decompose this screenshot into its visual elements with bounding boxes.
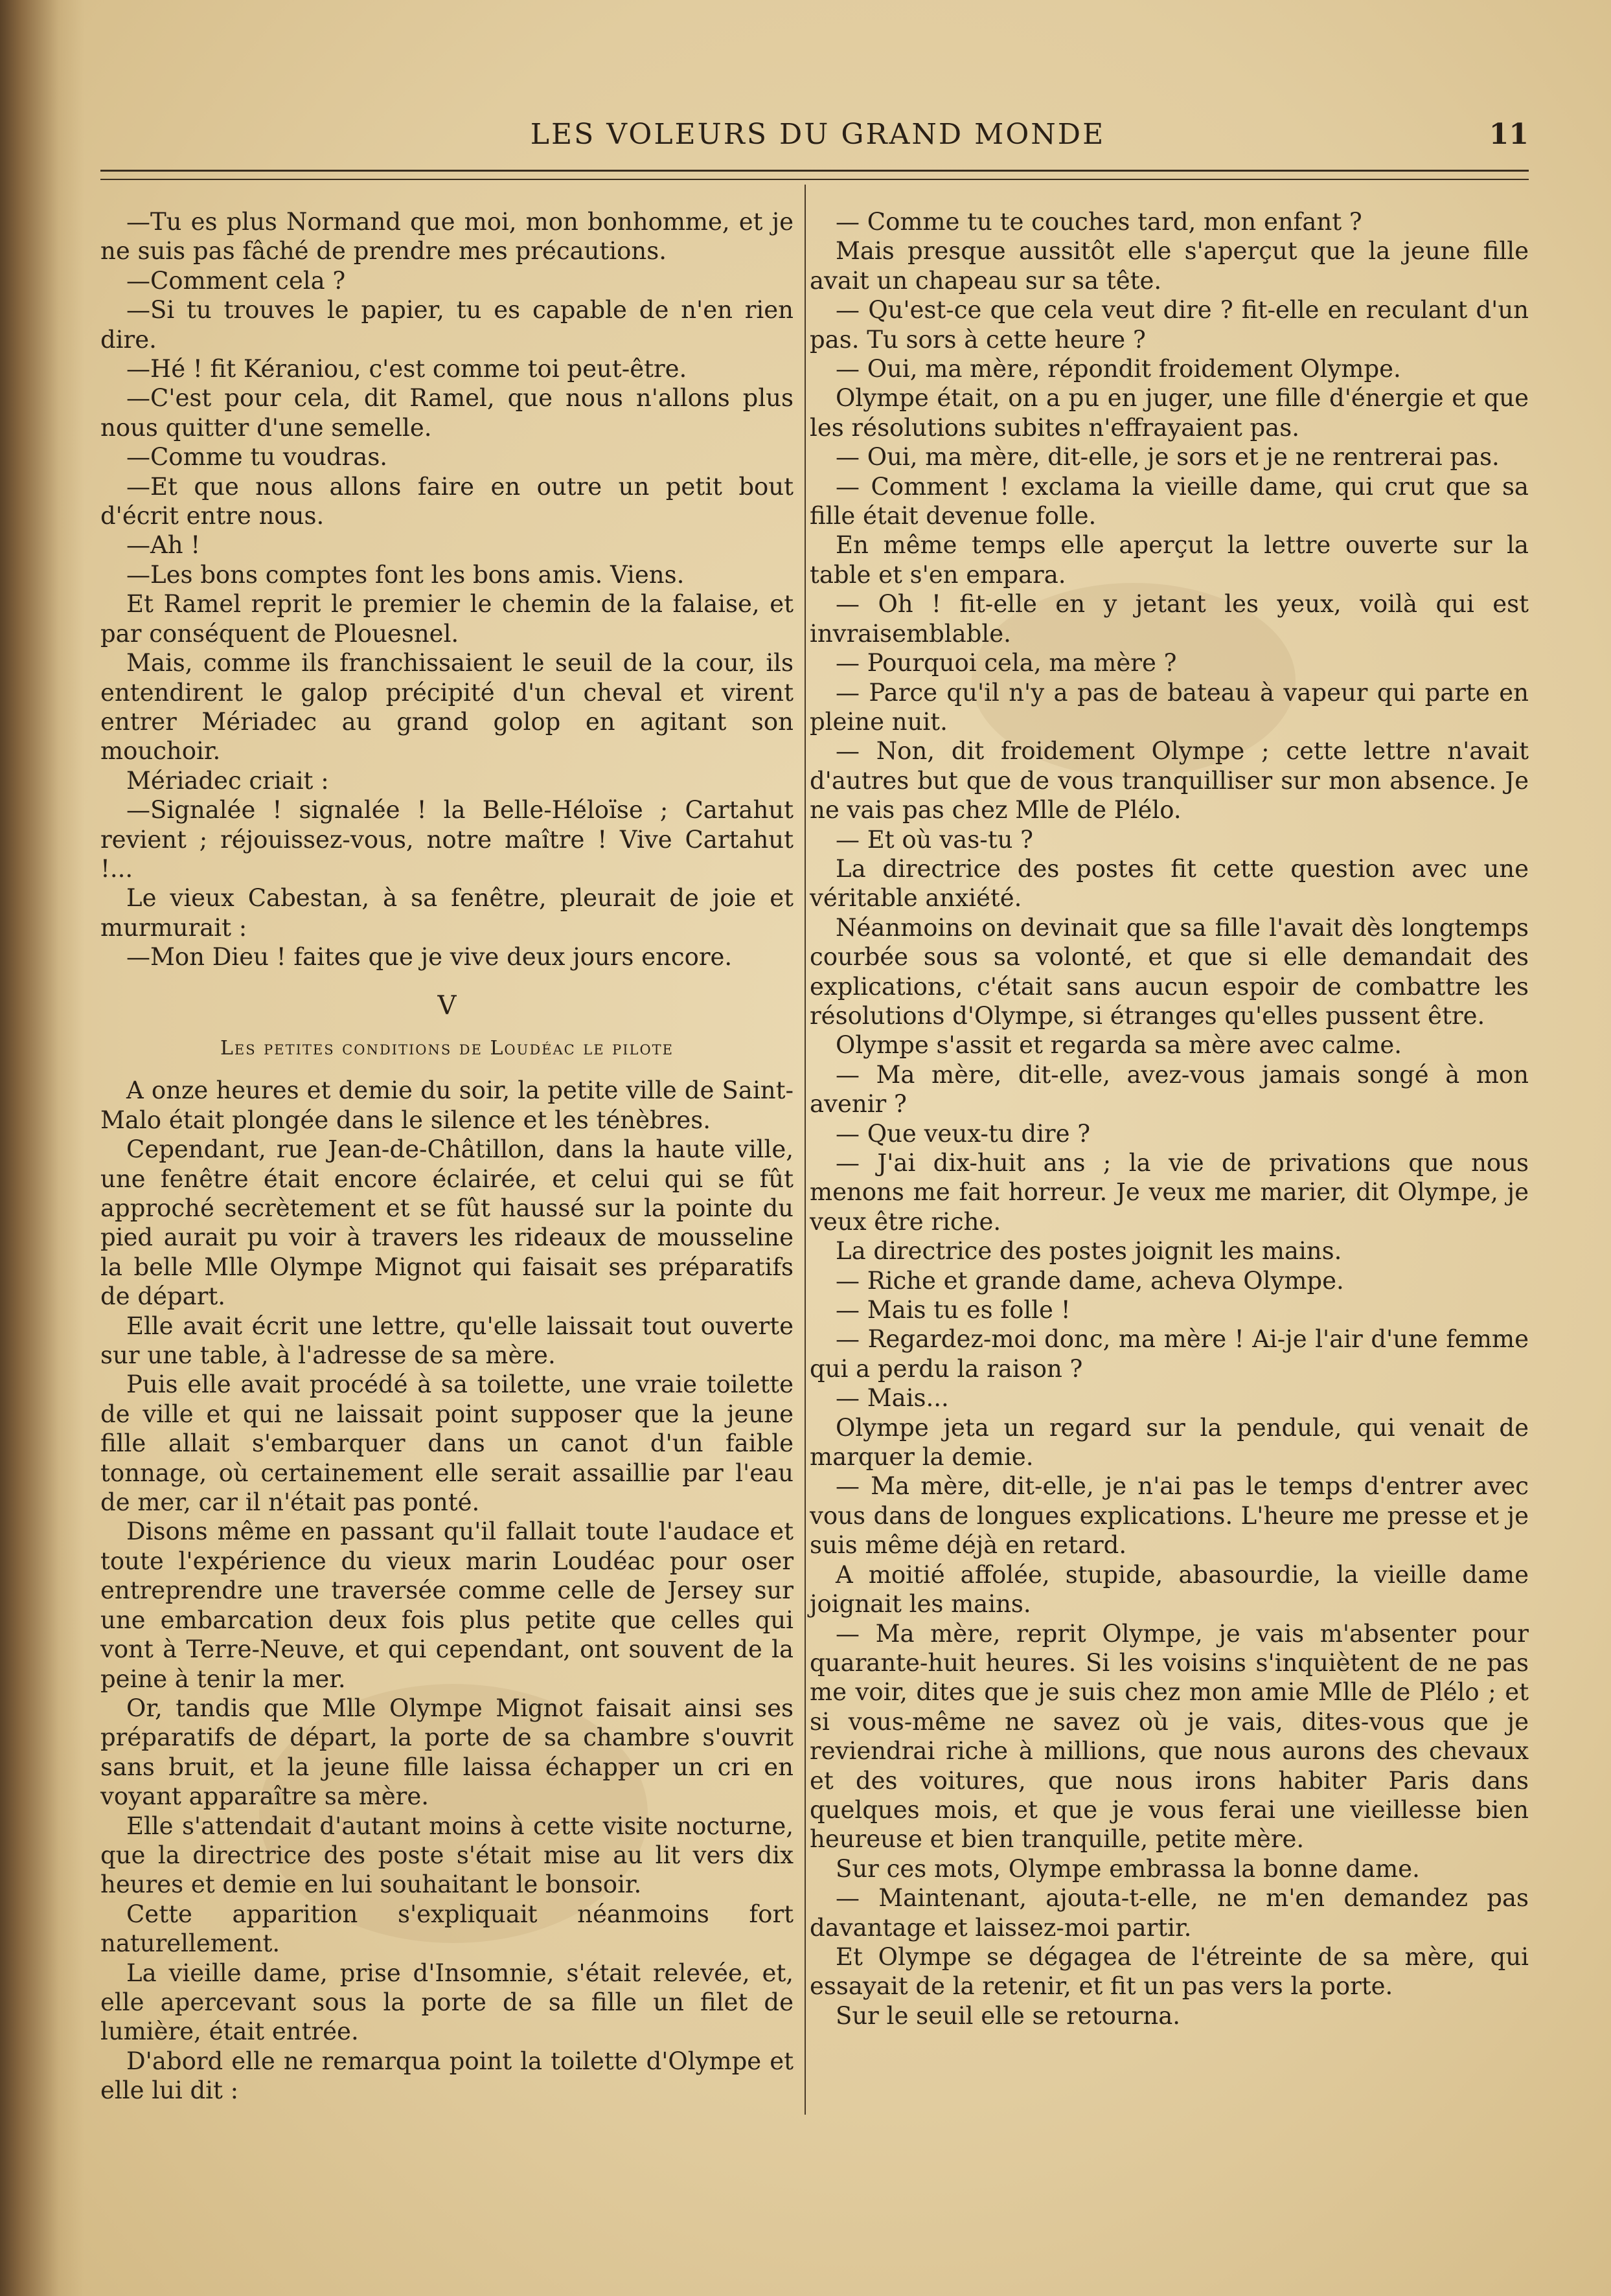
paragraph: —Comment cela ? xyxy=(126,266,346,295)
paragraph: La directrice des postes joignit les mains. xyxy=(836,1237,1342,1266)
paragraph: Et Olympe se dégagea de l'étreinte de sa mère, qui essayait de la retenir, et fit un pas vers la porte. xyxy=(810,1942,1529,2001)
paragraph: Cette apparition s'expliquait néanmoins fort naturellement. xyxy=(100,1900,794,1958)
paragraph: — Comme tu te couches tard, mon enfant ? xyxy=(836,208,1362,236)
paragraph: —Ah ! xyxy=(126,531,201,560)
paragraph: Or, tandis que Mlle Olympe Mignot faisait ainsi ses préparatifs de départ, la porte de sa chambre s'ouvrit sans bruit, et la jeune fille laissa échapper un cri en voyant apparaître sa mère. xyxy=(100,1694,794,1811)
paragraph: — Qu'est-ce que cela veut dire ? fit-elle en reculant d'un pas. Tu sors à cette heure ? xyxy=(810,296,1529,354)
paragraph: — Mais... xyxy=(836,1384,949,1413)
chapter-title: Les petites conditions de Loudéac le pilote xyxy=(220,1036,674,1060)
right-column xyxy=(810,207,1529,2030)
paragraph: Sur le seuil elle se retourna. xyxy=(836,2001,1181,2030)
paragraph: A moitié affolée, stupide, abasourdie, la vieille dame joignait les mains. xyxy=(810,1560,1529,1619)
header-rule xyxy=(100,170,1529,172)
page-number: 11 xyxy=(1489,118,1529,151)
paragraph: En même temps elle aperçut la lettre ouverte sur la table et s'en empara. xyxy=(810,531,1529,589)
paragraph: A onze heures et demie du soir, la petite ville de Saint-Malo était plongée dans le silence et les ténèbres. xyxy=(100,1076,794,1134)
paragraph: — Oh ! fit-elle en y jetant les yeux, voilà qui est invraisemblable. xyxy=(810,590,1529,648)
paragraph: —Hé ! fit Kéraniou, c'est comme toi peut-être. xyxy=(126,355,687,383)
paragraph: —Si tu trouves le papier, tu es capable de n'en rien dire. xyxy=(100,296,794,354)
paragraph: Puis elle avait procédé à sa toilette, une vraie toilette de ville et qui ne laissait point supposer que la jeune fille allait s'embarquer dans un canot d'un faible tonnage, où certainement elle serait assaillie par l'eau de mer, car il n'était pas ponté. xyxy=(100,1370,794,1517)
paragraph: Disons même en passant qu'il fallait toute l'audace et toute l'expérience du vieux marin Loudéac pour oser entreprendre une traversée comme celle de Jersey sur une embarcation deux fois plus petite que celles qui vont à Terre-Neuve, et qui cependant, ont souvent de la peine à tenir la mer. xyxy=(100,1517,794,1693)
paragraph: La vieille dame, prise d'Insomnie, s'était relevée, et, elle apercevant sous la porte de sa fille un filet de lumière, était entrée. xyxy=(100,1959,794,2046)
paragraph: — Ma mère, reprit Olympe, je vais m'absenter pour quarante-huit heures. Si les voisins s'inquiètent de ne pas me voir, dites que je suis chez mon amie Mlle de Plélo ; et si vous-même ne savez où je vais, dites-vous que je reviendrai riche à millions, que nous aurons des chevaux et des voitures, que nous irons habiter Paris dans quelques mois, et que je vous ferai une vieillesse bien heureuse et bien tranquille, petite mère. xyxy=(810,1619,1529,1854)
chapter-number: V xyxy=(437,990,457,1021)
paragraph: — Parce qu'il n'y a pas de bateau à vapeur qui parte en pleine nuit. xyxy=(810,678,1529,736)
left-paragraphs-after xyxy=(100,1076,794,2105)
paragraph: — Mais tu es folle ! xyxy=(836,1296,1071,1324)
paragraph: Néanmoins on devinait que sa fille l'avait dès longtemps courbée sous sa volonté, et que si elle demandait des explications, c'était sans aucun espoir de combattre les résolutions d'Olympe, si étranges qu'elles pussent être. xyxy=(810,913,1529,1030)
paragraph: — Regardez-moi donc, ma mère ! Ai-je l'air d'une femme qui a perdu la raison ? xyxy=(810,1325,1529,1383)
paragraph: — Et où vas-tu ? xyxy=(836,825,1034,854)
paragraph: Elle s'attendait d'autant moins à cette visite nocturne, que la directrice des poste s'était mise au lit vers dix heures et demie en lui souhaitant le bonsoir. xyxy=(100,1812,794,1899)
paragraph: Mais, comme ils franchissaient le seuil de la cour, ils entendirent le galop précipité d'un cheval et virent entrer Mériadec au grand golop en agitant son mouchoir. xyxy=(100,649,794,766)
paragraph: — Que veux-tu dire ? xyxy=(836,1119,1091,1148)
paragraph: — J'ai dix-huit ans ; la vie de privations que nous menons me fait horreur. Je veux me marier, dit Olympe, je veux être riche. xyxy=(810,1149,1529,1236)
column-divider xyxy=(805,185,806,2115)
paragraph: D'abord elle ne remarqua point la toilette d'Olympe et elle lui dit : xyxy=(100,2047,794,2105)
paragraph: —Mon Dieu ! faites que je vive deux jours encore. xyxy=(126,943,733,972)
paragraph: — Ma mère, dit-elle, je n'ai pas le temps d'entrer avec vous dans de longues explications. L'heure me presse et je suis même déjà en retard. xyxy=(810,1472,1529,1560)
paragraph: — Pourquoi cela, ma mère ? xyxy=(836,649,1177,677)
right-paragraphs xyxy=(810,207,1529,2030)
paragraph: Le vieux Cabestan, à sa fenêtre, pleurait de joie et murmurait : xyxy=(100,884,794,942)
paragraph: —Comme tu voudras. xyxy=(126,443,388,472)
binding-gutter-shadow xyxy=(0,0,84,2296)
paragraph: — Comment ! exclama la vieille dame, qui crut que sa fille était devenue folle. xyxy=(810,472,1529,530)
header-rule-thin xyxy=(100,179,1529,180)
paragraph: Elle avait écrit une lettre, qu'elle laissait tout ouverte sur une table, à l'adresse de sa mère. xyxy=(100,1312,794,1370)
paragraph: Cependant, rue Jean-de-Châtillon, dans la haute ville, une fenêtre était encore éclairée, et celui qui se fût approché secrètement et se fût haussé sur la pointe du pied aurait pu voir à travers les rideaux de mousseline la belle Mlle Olympe Mignot qui faisait ses préparatifs de départ. xyxy=(100,1135,794,1311)
paragraph: — Oui, ma mère, dit-elle, je sors et je ne rentrerai pas. xyxy=(836,443,1500,472)
paragraph: — Non, dit froidement Olympe ; cette lettre n'avait d'autres but que de vous tranquilliser sur mon absence. Je ne vais pas chez Mlle de Plélo. xyxy=(810,737,1529,824)
paragraph: — Riche et grande dame, acheva Olympe. xyxy=(836,1266,1344,1295)
paragraph: Mériadec criait : xyxy=(126,766,329,795)
paragraph: — Maintenant, ajouta-t-elle, ne m'en demandez pas davantage et laissez-moi partir. xyxy=(810,1884,1529,1942)
paragraph: Olympe jeta un regard sur la pendule, qui venait de marquer la demie. xyxy=(810,1413,1529,1472)
paragraph: — Oui, ma mère, répondit froidement Olympe. xyxy=(836,355,1401,383)
paragraph: Olympe s'assit et regarda sa mère avec calme. xyxy=(836,1031,1402,1060)
left-paragraphs-before xyxy=(100,207,794,972)
paragraph: Sur ces mots, Olympe embrassa la bonne dame. xyxy=(836,1854,1420,1883)
paragraph: —Tu es plus Normand que moi, mon bonhomme, et je ne suis pas fâché de prendre mes précautions. xyxy=(100,208,794,266)
paragraph: Et Ramel reprit le premier le chemin de la falaise, et par conséquent de Plouesnel. xyxy=(100,590,794,648)
paragraph: —Signalée ! signalée ! la Belle-Héloïse ; Cartahut revient ; réjouissez-vous, notre maître ! Vive Cartahut !... xyxy=(100,796,794,883)
paragraph: Olympe était, on a pu en juger, une fille d'énergie et que les résolutions subites n'effrayaient pas. xyxy=(810,384,1529,442)
page-header xyxy=(100,118,1535,170)
paragraph: — Ma mère, dit-elle, avez-vous jamais songé à mon avenir ? xyxy=(810,1060,1529,1119)
left-column xyxy=(100,207,794,2106)
paragraph: —Les bons comptes font les bons amis. Viens. xyxy=(126,560,685,589)
paragraph: —Et que nous allons faire en outre un petit bout d'écrit entre nous. xyxy=(100,472,794,530)
paragraph: —C'est pour cela, dit Ramel, que nous n'allons plus nous quitter d'une semelle. xyxy=(100,384,794,442)
paragraph: La directrice des postes fit cette question avec une véritable anxiété. xyxy=(810,854,1529,913)
paragraph: Mais presque aussitôt elle s'aperçut que la jeune fille avait un chapeau sur sa tête. xyxy=(810,237,1529,295)
running-title: LES VOLEURS DU GRAND MONDE xyxy=(530,118,1106,151)
